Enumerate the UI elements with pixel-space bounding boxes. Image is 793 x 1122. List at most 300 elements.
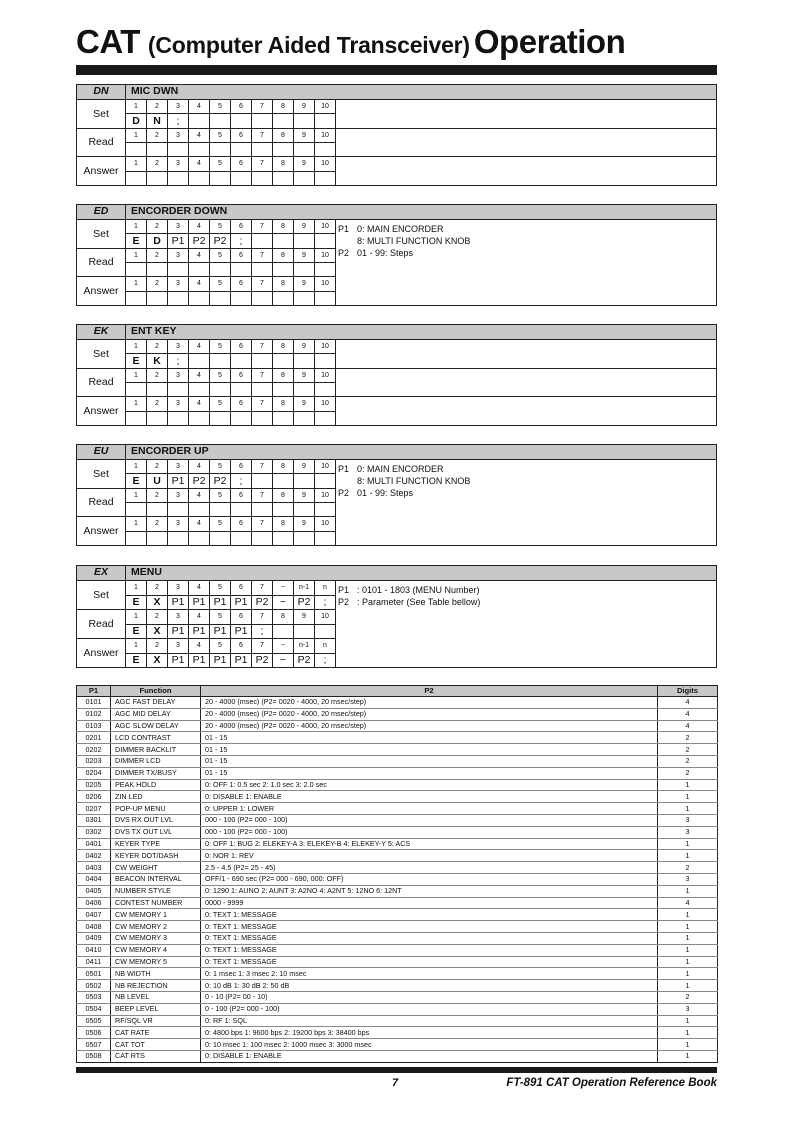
value-cell bbox=[272, 383, 293, 396]
value-cell bbox=[293, 503, 314, 516]
col-header-function: Function bbox=[111, 686, 201, 697]
position-cell: 1 bbox=[134, 160, 138, 168]
value-cell bbox=[272, 234, 293, 247]
param-code: P1 bbox=[338, 464, 350, 474]
position-cell: 6 bbox=[230, 100, 251, 113]
p2-cell: 0: TEXT 1: MESSAGE bbox=[201, 909, 658, 921]
param-codes bbox=[338, 463, 357, 545]
position-cell: n bbox=[314, 581, 335, 595]
position-cell: 9 bbox=[293, 100, 314, 113]
function-cell: CW MEMORY 2 bbox=[111, 921, 201, 933]
value-cell: P1 bbox=[188, 625, 209, 639]
value-cell bbox=[314, 532, 335, 545]
value-cell: U bbox=[146, 474, 167, 487]
table-row bbox=[77, 1003, 718, 1015]
value-cell: ; bbox=[230, 234, 251, 247]
command-name: MIC DWN bbox=[125, 85, 716, 99]
table-row bbox=[77, 720, 718, 732]
p1-cell: 0201 bbox=[77, 732, 111, 744]
table-row bbox=[77, 838, 718, 850]
value-cell bbox=[251, 172, 272, 185]
value-row bbox=[126, 624, 335, 639]
position-cell: 8 bbox=[272, 100, 293, 113]
value-cell bbox=[209, 412, 230, 425]
table-row bbox=[77, 708, 718, 720]
function-cell: LCD CONTRAST bbox=[111, 732, 201, 744]
char-grid-answer bbox=[125, 396, 335, 425]
row-label-answer: Answer bbox=[77, 638, 125, 667]
function-cell: RF/SQL VR bbox=[111, 1015, 201, 1027]
value-cell bbox=[314, 354, 335, 367]
value-cell: ~ bbox=[272, 596, 293, 610]
position-cell: 7 bbox=[251, 581, 272, 595]
table-row bbox=[77, 873, 718, 885]
table-row bbox=[77, 862, 718, 874]
value-cell bbox=[314, 503, 335, 516]
p2-cell: 01 - 15 bbox=[201, 744, 658, 756]
position-cell: 9 bbox=[293, 517, 314, 530]
value-cell bbox=[209, 532, 230, 545]
value-cell: P1 bbox=[167, 596, 188, 610]
value-row bbox=[126, 113, 335, 127]
value-row bbox=[126, 233, 335, 247]
p1-cell: 0406 bbox=[77, 897, 111, 909]
value-cell bbox=[167, 503, 188, 516]
value-cell bbox=[167, 383, 188, 396]
function-cell: PEAK HOLD bbox=[111, 779, 201, 791]
position-cell: 5 bbox=[209, 460, 230, 473]
p1-cell: 0202 bbox=[77, 744, 111, 756]
p2-cell: 01 - 15 bbox=[201, 732, 658, 744]
value-row bbox=[126, 411, 335, 425]
p2-cell: 0: NOR 1: REV bbox=[201, 850, 658, 862]
function-cell: BEEP LEVEL bbox=[111, 1003, 201, 1015]
value-cell: ; bbox=[314, 596, 335, 610]
position-cell: 7 bbox=[251, 249, 272, 262]
value-cell bbox=[126, 172, 146, 185]
function-cell: NB REJECTION bbox=[111, 980, 201, 992]
position-cell: 7 bbox=[251, 517, 272, 530]
position-cell: 6 bbox=[230, 460, 251, 473]
value-cell bbox=[293, 412, 314, 425]
table-row bbox=[77, 1050, 718, 1062]
function-cell: AGC MID DELAY bbox=[111, 708, 201, 720]
value-cell bbox=[314, 625, 335, 639]
table-row bbox=[77, 921, 718, 933]
position-cell: 10 bbox=[314, 249, 335, 262]
value-row bbox=[126, 382, 335, 396]
value-cell bbox=[272, 172, 293, 185]
position-cell: 4 bbox=[188, 369, 209, 382]
position-cell: 1 bbox=[134, 400, 138, 408]
position-cell: 3 bbox=[167, 129, 188, 142]
position-cell: 9 bbox=[293, 249, 314, 262]
position-cell: 10 bbox=[314, 340, 335, 353]
value-cell: P2 bbox=[251, 654, 272, 668]
position-cell: 4 bbox=[188, 489, 209, 502]
value-row bbox=[126, 291, 335, 305]
position-cell: n-1 bbox=[293, 639, 314, 653]
position-cell: 5 bbox=[209, 249, 230, 262]
value-cell bbox=[167, 412, 188, 425]
value-cell bbox=[146, 412, 167, 425]
p2-cell: 000 - 100 (P2= 000 - 100) bbox=[201, 826, 658, 838]
digits-cell: 1 bbox=[658, 885, 718, 897]
position-cell: 3 bbox=[167, 369, 188, 382]
value-cell bbox=[293, 263, 314, 276]
value-cell bbox=[209, 114, 230, 127]
position-cell: 3 bbox=[167, 639, 188, 653]
value-row bbox=[126, 353, 335, 367]
function-cell: CONTEST NUMBER bbox=[111, 897, 201, 909]
value-cell bbox=[146, 263, 167, 276]
position-cell: 9 bbox=[293, 340, 314, 353]
position-cell: 1 bbox=[134, 584, 138, 592]
digits-cell: 1 bbox=[658, 1027, 718, 1039]
row-label-answer: Answer bbox=[77, 276, 125, 305]
position-cell: 7 bbox=[251, 610, 272, 624]
value-cell bbox=[293, 143, 314, 156]
position-cell: 3 bbox=[167, 277, 188, 290]
table-row bbox=[77, 1015, 718, 1027]
value-cell bbox=[251, 292, 272, 305]
position-cell: 9 bbox=[293, 489, 314, 502]
value-cell bbox=[230, 172, 251, 185]
p2-cell: 20 - 4000 (msec) (P2= 0020 - 4000, 20 msec/step) bbox=[201, 708, 658, 720]
p2-cell: 0: TEXT 1: MESSAGE bbox=[201, 921, 658, 933]
value-cell bbox=[293, 354, 314, 367]
value-row bbox=[126, 473, 335, 487]
digits-cell: 1 bbox=[658, 980, 718, 992]
position-cell: 2 bbox=[146, 369, 167, 382]
p1-cell: 0302 bbox=[77, 826, 111, 838]
p2-cell: 0: TEXT 1: MESSAGE bbox=[201, 944, 658, 956]
row-label-read: Read bbox=[77, 609, 125, 638]
param-text: : Parameter (See Table bellow) bbox=[357, 597, 481, 607]
digits-cell: 4 bbox=[658, 897, 718, 909]
value-cell: P2 bbox=[209, 474, 230, 487]
digits-cell: 1 bbox=[658, 956, 718, 968]
function-cell: ZIN LED bbox=[111, 791, 201, 803]
digits-cell: 1 bbox=[658, 944, 718, 956]
position-cell: 10 bbox=[314, 369, 335, 382]
position-row bbox=[126, 249, 335, 262]
position-cell: 10 bbox=[314, 460, 335, 473]
value-cell: P1 bbox=[209, 625, 230, 639]
command-code: EU bbox=[77, 445, 125, 459]
p2-cell: 0: 10 dB 1: 30 dB 2: 50 dB bbox=[201, 980, 658, 992]
value-cell: E bbox=[132, 654, 140, 667]
command-block-ek bbox=[76, 324, 717, 426]
function-cell: DIMMER BACKLIT bbox=[111, 744, 201, 756]
value-cell bbox=[314, 263, 335, 276]
row-label-set: Set bbox=[77, 580, 125, 609]
position-cell: 5 bbox=[209, 220, 230, 233]
p2-cell: 0: OFF 1: 0.5 sec 2: 1.0 sec 3: 2.0 sec bbox=[201, 779, 658, 791]
value-cell bbox=[188, 263, 209, 276]
digits-cell: 2 bbox=[658, 862, 718, 874]
command-block-ed bbox=[76, 204, 717, 306]
menu-table-header bbox=[77, 686, 718, 697]
value-cell: E bbox=[132, 625, 140, 638]
row-label-set: Set bbox=[77, 459, 125, 488]
position-cell: 6 bbox=[230, 639, 251, 653]
position-row bbox=[126, 460, 335, 473]
position-cell: 3 bbox=[167, 581, 188, 595]
position-cell: 9 bbox=[293, 129, 314, 142]
p1-cell: 0102 bbox=[77, 708, 111, 720]
function-cell: KEYER DOT/DASH bbox=[111, 850, 201, 862]
position-cell: 5 bbox=[209, 581, 230, 595]
value-cell bbox=[293, 625, 314, 639]
value-cell bbox=[167, 172, 188, 185]
p2-cell: 0: DISABLE 1: ENABLE bbox=[201, 791, 658, 803]
p1-cell: 0204 bbox=[77, 767, 111, 779]
table-row bbox=[77, 767, 718, 779]
table-row bbox=[77, 814, 718, 826]
table-row bbox=[77, 744, 718, 756]
value-cell bbox=[230, 114, 251, 127]
position-cell: 3 bbox=[167, 610, 188, 624]
command-block-eu bbox=[76, 444, 717, 546]
position-cell: 7 bbox=[251, 369, 272, 382]
digits-cell: 1 bbox=[658, 1015, 718, 1027]
position-cell: 10 bbox=[314, 277, 335, 290]
function-cell: CAT RTS bbox=[111, 1050, 201, 1062]
position-cell: 2 bbox=[146, 489, 167, 502]
p1-cell: 0101 bbox=[77, 697, 111, 709]
value-cell bbox=[230, 143, 251, 156]
value-cell bbox=[146, 143, 167, 156]
value-cell bbox=[272, 474, 293, 487]
value-cell bbox=[146, 503, 167, 516]
page-title bbox=[76, 20, 625, 64]
position-cell: 3 bbox=[167, 397, 188, 410]
value-cell bbox=[272, 263, 293, 276]
value-cell bbox=[188, 172, 209, 185]
position-cell: 9 bbox=[293, 157, 314, 170]
function-cell: CW MEMORY 3 bbox=[111, 932, 201, 944]
value-cell bbox=[230, 354, 251, 367]
p2-cell: 0: OFF 1: BUG 2: ELEKEY-A 3: ELEKEY-B 4: ELEKEY-Y 5: ACS bbox=[201, 838, 658, 850]
position-cell: 1 bbox=[134, 371, 138, 379]
param-text: 01 - 99: Steps bbox=[357, 248, 414, 258]
position-cell: 4 bbox=[188, 220, 209, 233]
position-cell: 4 bbox=[188, 129, 209, 142]
position-cell: 4 bbox=[188, 581, 209, 595]
param-codes bbox=[338, 584, 357, 667]
table-row bbox=[77, 1027, 718, 1039]
function-cell: KEYER TYPE bbox=[111, 838, 201, 850]
command-block-dn bbox=[76, 84, 717, 186]
digits-cell: 1 bbox=[658, 779, 718, 791]
command-name: ENCORDER DOWN bbox=[125, 205, 716, 219]
p1-cell: 0503 bbox=[77, 991, 111, 1003]
position-cell: 1 bbox=[134, 463, 138, 471]
char-grid-read bbox=[125, 248, 335, 277]
value-cell bbox=[167, 532, 188, 545]
value-row bbox=[126, 595, 335, 610]
p1-cell: 0506 bbox=[77, 1027, 111, 1039]
p1-cell: 0411 bbox=[77, 956, 111, 968]
table-row bbox=[77, 909, 718, 921]
position-cell: 8 bbox=[272, 369, 293, 382]
position-cell: 10 bbox=[314, 157, 335, 170]
digits-cell: 1 bbox=[658, 1050, 718, 1062]
value-cell bbox=[293, 234, 314, 247]
value-cell bbox=[314, 474, 335, 487]
p1-cell: 0401 bbox=[77, 838, 111, 850]
char-grid-read bbox=[125, 488, 335, 517]
value-cell bbox=[314, 292, 335, 305]
value-cell bbox=[146, 532, 167, 545]
position-row bbox=[126, 340, 335, 353]
p2-cell: OFF/1 - 690 sec (P2= 000 - 690, 000: OFF) bbox=[201, 873, 658, 885]
table-row bbox=[77, 897, 718, 909]
value-cell bbox=[251, 532, 272, 545]
position-cell: 2 bbox=[146, 277, 167, 290]
p2-cell: 0: TEXT 1: MESSAGE bbox=[201, 932, 658, 944]
p1-cell: 0205 bbox=[77, 779, 111, 791]
position-cell: 5 bbox=[209, 340, 230, 353]
p1-cell: 0203 bbox=[77, 755, 111, 767]
digits-cell: 1 bbox=[658, 791, 718, 803]
function-cell: AGC FAST DELAY bbox=[111, 697, 201, 709]
p2-cell: 2.5 - 4.5 (P2= 25 - 45) bbox=[201, 862, 658, 874]
digits-cell: 3 bbox=[658, 1003, 718, 1015]
position-row bbox=[126, 581, 335, 595]
table-row bbox=[77, 826, 718, 838]
position-row bbox=[126, 639, 335, 653]
table-row bbox=[77, 980, 718, 992]
position-cell: 1 bbox=[134, 642, 138, 650]
value-cell bbox=[209, 383, 230, 396]
function-cell: DVS TX OUT LVL bbox=[111, 826, 201, 838]
value-cell: P1 bbox=[230, 596, 251, 610]
char-grid-read bbox=[125, 609, 335, 638]
p2-cell: 0: RF 1: SQL bbox=[201, 1015, 658, 1027]
row-label-read: Read bbox=[77, 128, 125, 157]
value-cell: P2 bbox=[293, 654, 314, 668]
p2-cell: 0000 - 9999 bbox=[201, 897, 658, 909]
position-row bbox=[126, 220, 335, 233]
table-row bbox=[77, 803, 718, 815]
value-cell: P2 bbox=[293, 596, 314, 610]
page-number: 7 bbox=[391, 1077, 399, 1089]
p2-cell: 0: 4800 bps 1: 9600 bps 2: 19200 bps 3: 38400 bps bbox=[201, 1027, 658, 1039]
param-lines bbox=[357, 463, 470, 545]
digits-cell: 4 bbox=[658, 697, 718, 709]
value-cell: P1 bbox=[209, 654, 230, 668]
table-row bbox=[77, 850, 718, 862]
value-cell bbox=[209, 354, 230, 367]
position-cell: 10 bbox=[314, 610, 335, 624]
char-grid-answer bbox=[125, 638, 335, 667]
value-cell bbox=[230, 412, 251, 425]
value-row bbox=[126, 142, 335, 156]
position-cell: 1 bbox=[134, 491, 138, 499]
position-cell: 6 bbox=[230, 220, 251, 233]
parameter-notes bbox=[335, 219, 716, 305]
value-cell bbox=[272, 532, 293, 545]
p2-cell: 0: 1 msec 1: 3 msec 2: 10 msec bbox=[201, 968, 658, 980]
position-cell: 8 bbox=[272, 249, 293, 262]
table-row bbox=[77, 791, 718, 803]
value-cell bbox=[146, 383, 167, 396]
position-cell: 6 bbox=[230, 489, 251, 502]
position-cell: 8 bbox=[272, 157, 293, 170]
value-cell bbox=[167, 143, 188, 156]
function-cell: CW MEMORY 1 bbox=[111, 909, 201, 921]
value-cell bbox=[126, 143, 146, 156]
position-cell: 2 bbox=[146, 610, 167, 624]
value-cell: N bbox=[146, 114, 167, 127]
position-row bbox=[126, 100, 335, 113]
position-cell: 7 bbox=[251, 639, 272, 653]
position-cell: 5 bbox=[209, 157, 230, 170]
p1-cell: 0301 bbox=[77, 814, 111, 826]
digits-cell: 2 bbox=[658, 744, 718, 756]
row-label-read: Read bbox=[77, 488, 125, 517]
p1-cell: 0505 bbox=[77, 1015, 111, 1027]
position-cell: ~ bbox=[272, 639, 293, 653]
function-cell: POP-UP MENU bbox=[111, 803, 201, 815]
digits-cell: 1 bbox=[658, 850, 718, 862]
param-codes bbox=[338, 223, 357, 305]
value-cell: P2 bbox=[188, 234, 209, 247]
value-cell bbox=[272, 412, 293, 425]
position-cell: 8 bbox=[272, 129, 293, 142]
char-grid-answer bbox=[125, 276, 335, 305]
value-cell bbox=[272, 503, 293, 516]
table-row bbox=[77, 944, 718, 956]
position-cell: 9 bbox=[293, 277, 314, 290]
position-cell: 8 bbox=[272, 340, 293, 353]
position-row bbox=[126, 157, 335, 170]
position-cell: 1 bbox=[134, 131, 138, 139]
function-cell: CW MEMORY 4 bbox=[111, 944, 201, 956]
value-cell: E bbox=[132, 596, 140, 609]
param-text: : 0101 - 1803 (MENU Number) bbox=[357, 585, 480, 595]
digits-cell: 1 bbox=[658, 921, 718, 933]
row-label-set: Set bbox=[77, 339, 125, 368]
table-row bbox=[77, 932, 718, 944]
p1-cell: 0402 bbox=[77, 850, 111, 862]
position-cell: 7 bbox=[251, 277, 272, 290]
position-cell: n-1 bbox=[293, 581, 314, 595]
value-cell: ~ bbox=[272, 654, 293, 668]
p1-cell: 0206 bbox=[77, 791, 111, 803]
position-cell: 2 bbox=[146, 517, 167, 530]
value-cell: P1 bbox=[230, 654, 251, 668]
p1-cell: 0410 bbox=[77, 944, 111, 956]
position-cell: 2 bbox=[146, 100, 167, 113]
p2-cell: 0 - 100 (P2= 000 - 100) bbox=[201, 1003, 658, 1015]
digits-cell: 3 bbox=[658, 873, 718, 885]
param-text: 8: MULTI FUNCTION KNOB bbox=[357, 476, 471, 486]
parameter-notes bbox=[335, 580, 716, 667]
position-cell: 8 bbox=[272, 220, 293, 233]
empty-note-cell bbox=[335, 99, 716, 128]
position-cell: 5 bbox=[209, 489, 230, 502]
param-code: P2 bbox=[338, 488, 350, 498]
char-grid-set bbox=[125, 219, 335, 248]
function-cell: CAT TOT bbox=[111, 1039, 201, 1051]
value-cell bbox=[126, 532, 146, 545]
position-cell: 3 bbox=[167, 340, 188, 353]
position-cell: 7 bbox=[251, 397, 272, 410]
position-cell: 9 bbox=[293, 610, 314, 624]
